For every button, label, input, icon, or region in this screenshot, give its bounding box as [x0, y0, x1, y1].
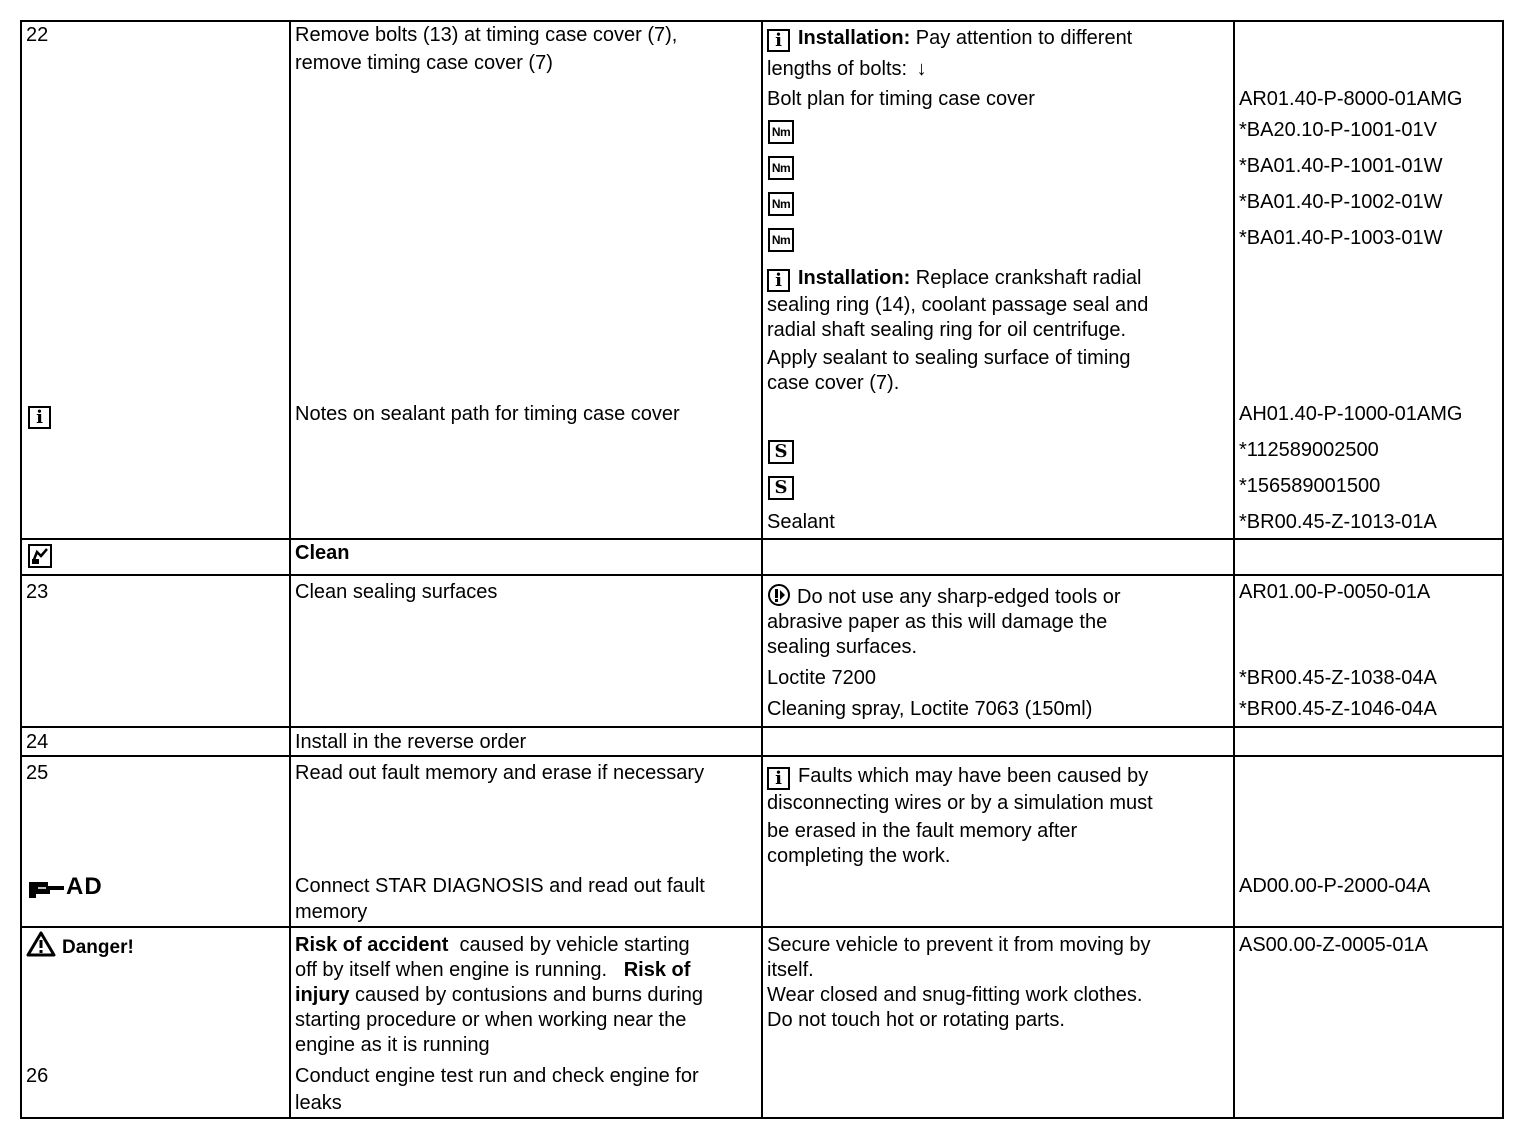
- material-label: Cleaning spray, Loctite 7063 (150ml): [767, 698, 1093, 720]
- risk-heading: injury: [295, 984, 350, 1006]
- info-text-line: completing the work.: [767, 845, 951, 867]
- step-action: Read out fault memory and erase if necessary: [295, 762, 705, 784]
- sealant-notes-ref[interactable]: AH01.40-P-1000-01AMG: [1239, 403, 1463, 425]
- material-ref[interactable]: *BR00.45-Z-1046-04A: [1239, 698, 1437, 720]
- arrow-down-icon: ↓: [916, 58, 927, 80]
- danger-text: off by itself when engine is running.: [295, 959, 608, 981]
- diagnosis-marker: [26, 874, 103, 902]
- installation-text-line: Apply sealant to sealing surface of timing: [767, 347, 1131, 369]
- caution-icon: [767, 583, 791, 607]
- installation-label: Installation:: [798, 27, 911, 49]
- info-text: Faults which may have been caused by: [798, 765, 1149, 787]
- torque-icon: Nm: [768, 226, 794, 252]
- danger-text-line: [295, 983, 703, 1008]
- step-action-line: Remove bolts (13) at timing case cover (7),: [295, 24, 678, 46]
- torque-icon: Nm: [768, 154, 794, 180]
- step-number: 26: [26, 1065, 49, 1087]
- pointing-hand-icon: [26, 876, 66, 902]
- danger-text-line: starting procedure or when working near the: [295, 1009, 687, 1031]
- diagnosis-action-line: Connect STAR DIAGNOSIS and read out fault: [295, 875, 705, 897]
- step-number: 25: [26, 762, 49, 784]
- sealant-notes-label: Notes on sealant path for timing case cover: [295, 403, 680, 425]
- row-divider: [22, 755, 1502, 757]
- step-action: Install in the reverse order: [295, 731, 527, 753]
- material-label: Loctite 7200: [767, 667, 876, 689]
- info-icon: i: [767, 29, 790, 52]
- safety-measure-line: itself.: [767, 959, 814, 981]
- step-number: 23: [26, 581, 49, 603]
- row-divider: [22, 726, 1502, 728]
- danger-label: Danger!: [62, 937, 134, 958]
- step-action: Clean sealing surfaces: [295, 581, 498, 603]
- ad-label: AD: [66, 873, 103, 900]
- special-tool-icon: S: [768, 475, 794, 500]
- step-number: 24: [26, 731, 49, 753]
- diagnosis-ref[interactable]: AD00.00-P-2000-04A: [1239, 875, 1431, 897]
- info-icon: i: [767, 767, 790, 790]
- installation-note: [767, 26, 1132, 52]
- danger-text: caused by contusions and burns during: [355, 984, 704, 1006]
- torque-icon: Nm: [768, 190, 794, 216]
- special-tool-icon: S: [768, 439, 794, 464]
- info-note: [767, 764, 1148, 790]
- risk-heading: Risk of accident: [295, 934, 449, 956]
- step-number: 22: [26, 24, 49, 46]
- installation-text: Replace crankshaft radial: [915, 267, 1142, 289]
- safety-measure-line: Do not touch hot or rotating parts.: [767, 1009, 1065, 1031]
- installation-text-line: sealing ring (14), coolant passage seal and: [767, 294, 1149, 316]
- danger-text-line: [295, 933, 690, 958]
- work-instruction-table: [20, 20, 1504, 1119]
- torque-ref[interactable]: *BA01.40-P-1001-01W: [1239, 155, 1443, 177]
- row-divider: [22, 926, 1502, 928]
- material-ref[interactable]: *BR00.45-Z-1038-04A: [1239, 667, 1437, 689]
- installation-text-line: [767, 57, 927, 82]
- bolt-plan-ref[interactable]: AR01.40-P-8000-01AMG: [1239, 88, 1463, 110]
- safety-measure-line: Wear closed and snug-fitting work clothes.: [767, 984, 1143, 1006]
- info-text-line: be erased in the fault memory after: [767, 820, 1078, 842]
- risk-heading: Risk of: [623, 959, 691, 981]
- step-action-line: leaks: [295, 1092, 342, 1114]
- caution-text-line: sealing surfaces.: [767, 636, 918, 658]
- caution-text: Do not use any sharp-edged tools or: [797, 586, 1121, 608]
- column-divider-2: [761, 22, 763, 1117]
- torque-ref[interactable]: *BA01.40-P-1002-01W: [1239, 191, 1443, 213]
- installation-text-line: case cover (7).: [767, 372, 900, 394]
- row-divider: [22, 574, 1502, 576]
- info-text-line: disconnecting wires or by a simulation must: [767, 792, 1153, 814]
- torque-ref[interactable]: *BA01.40-P-1003-01W: [1239, 227, 1443, 249]
- info-icon: i: [28, 403, 51, 429]
- installation-text: lengths of bolts:: [767, 58, 908, 80]
- installation-text-line: radial shaft sealing ring for oil centrifuge.: [767, 319, 1127, 341]
- danger-text: caused by vehicle starting: [459, 934, 690, 956]
- info-icon: i: [767, 269, 790, 292]
- caution-note: [767, 583, 1121, 610]
- column-divider-1: [289, 22, 291, 1117]
- safety-measure-line: Secure vehicle to prevent it from moving by: [767, 934, 1151, 956]
- torque-ref[interactable]: *BA20.10-P-1001-01V: [1239, 119, 1437, 141]
- installation-label: Installation:: [798, 267, 911, 289]
- safety-ref[interactable]: AS00.00-Z-0005-01A: [1239, 934, 1429, 956]
- warning-triangle-icon: [26, 931, 56, 957]
- clean-icon: [28, 544, 52, 575]
- step-action-line: Conduct engine test run and check engine for: [295, 1065, 699, 1087]
- danger-text-line: [295, 958, 690, 983]
- section-title: Clean: [295, 542, 350, 564]
- torque-icon: Nm: [768, 118, 794, 144]
- cleaning-ref[interactable]: AR01.00-P-0050-01A: [1239, 581, 1431, 603]
- diagnosis-action-line: memory: [295, 901, 368, 923]
- step-action-line: remove timing case cover (7): [295, 52, 553, 74]
- column-divider-3: [1233, 22, 1235, 1117]
- caution-text-line: abrasive paper as this will damage the: [767, 611, 1108, 633]
- sealant-label: Sealant: [767, 511, 835, 533]
- row-divider: [22, 538, 1502, 540]
- special-tool-ref[interactable]: *156589001500: [1239, 475, 1381, 497]
- danger-marker: [26, 931, 134, 960]
- installation-text: Pay attention to different: [915, 27, 1133, 49]
- installation-note: [767, 266, 1141, 292]
- sealant-ref[interactable]: *BR00.45-Z-1013-01A: [1239, 511, 1437, 533]
- danger-text-line: engine as it is running: [295, 1034, 490, 1056]
- special-tool-ref[interactable]: *112589002500: [1239, 439, 1379, 461]
- bolt-plan-label: Bolt plan for timing case cover: [767, 88, 1035, 110]
